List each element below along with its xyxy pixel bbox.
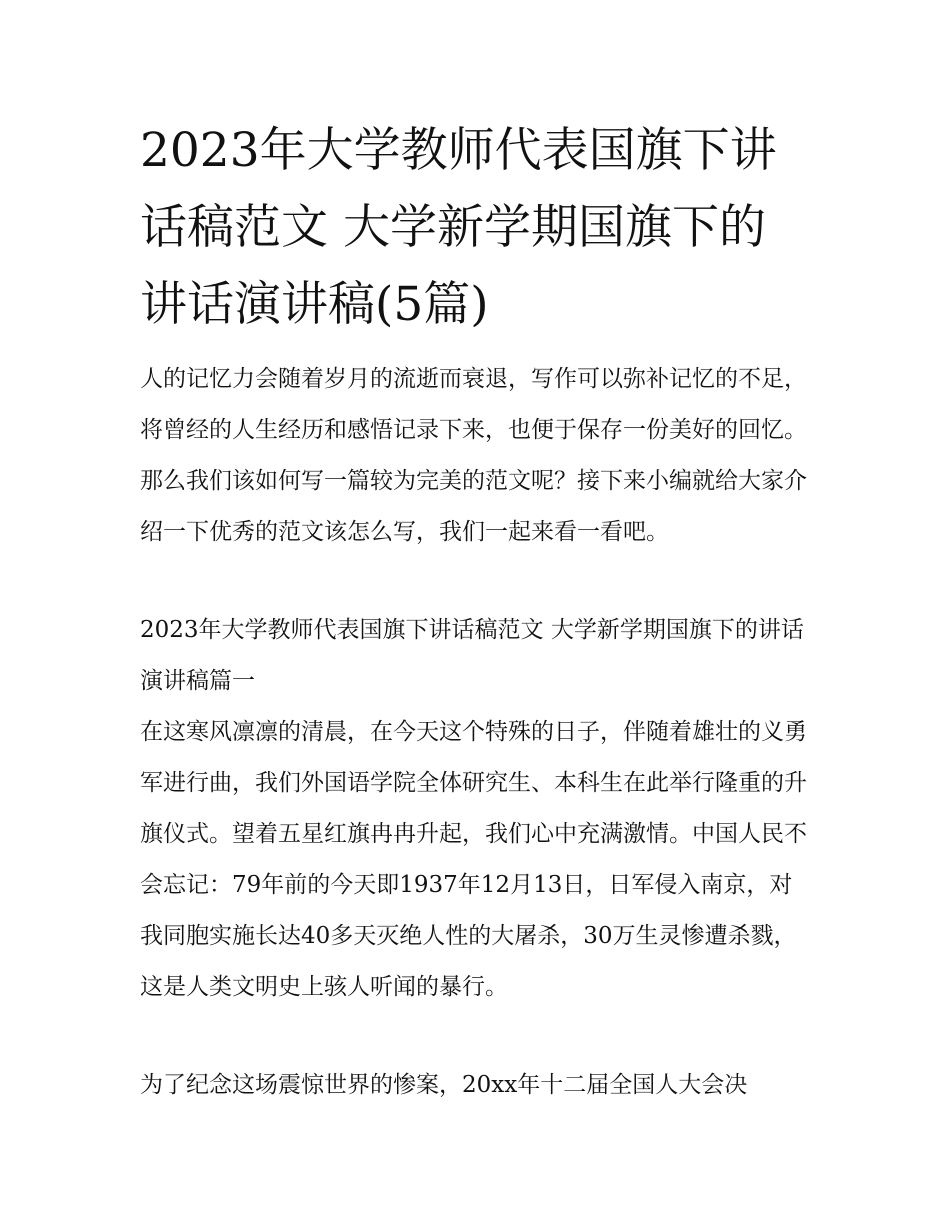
intro-paragraph: 人的记忆力会随着岁月的流逝而衰退，写作可以弥补记忆的不足，将曾经的人生经历和感悟记录下来，也便于保存一份美好的回忆。那么我们该如何写一篇较为完美的范文呢？接下来小编就给大家介绍一下优秀的范文该怎么写，我们一起来看一看吧。 xyxy=(140,366,807,545)
document-title: 2023年大学教师代表国旗下讲话稿范文 大学新学期国旗下的讲话演讲稿(5篇) xyxy=(140,123,777,332)
body-paragraph: 在这寒风凛凛的清晨，在今天这个特殊的日子，伴随着雄壮的义勇军进行曲，我们外国语学院全体研究生、本科生在此举行隆重的升旗仪式。望着五星红旗冉冉升起，我们心中充满激情。中国人民不会忘记：79年前的今天即1937年12月13日，日军侵入南京，对我同胞实施长达40多天灭绝人性的大屠杀，30万生灵惨遭杀戮，这是人类文明史上骇人听闻的暴行。 xyxy=(140,719,807,1000)
body-paragraph-continued: 为了纪念这场震惊世界的惨案，20xx年十二届全国人大会决 xyxy=(140,1072,748,1098)
section-heading: 2023年大学教师代表国旗下讲话稿范文 大学新学期国旗下的讲话演讲稿篇一 xyxy=(140,617,804,694)
